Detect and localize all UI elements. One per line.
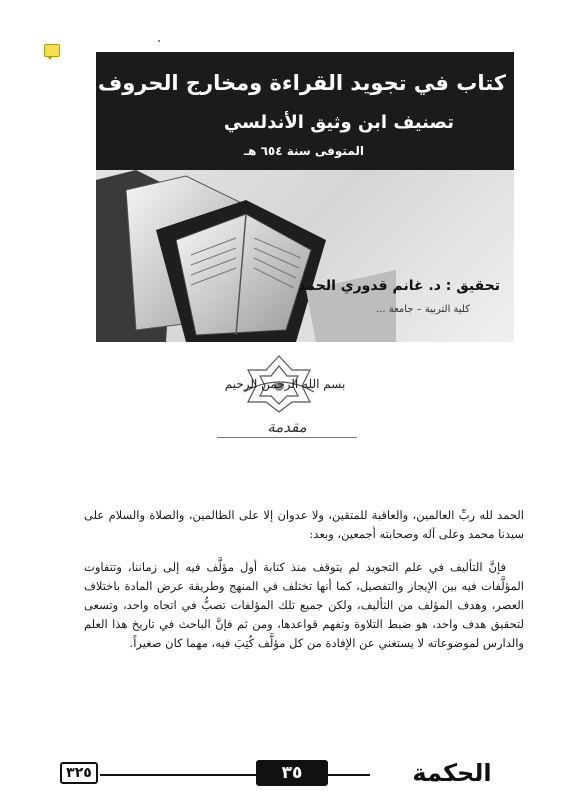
paragraph-opening: الحمد لله ربِّ العالمين، والعاقبة للمتقين، ولا عدوان إلا على الظالمين، والصلاة والسلام على سيدنا محمد وعلى آله وصحابته أجمعين، وبعد: [84,508,524,541]
book-cover-image [96,52,514,342]
paragraph-main: فإنَّ التأليف في علم التجويد لم يتوقف منذ كتابة أول مؤلَّف فيه إلى زماننا، وتتفاوت المؤلَّفات فيه بين الإيجاز والتفصيل، كما أنها تختلف في المنهج وطريقة عرض المادة باختلاف العصر، وهدف المؤلف من التأليف، ولكن جميع تلك المؤلفات تصبُّ في اتجاه واحد، وتسعى لتحقيق هدف واحد، هو ضبط التلاوة وتفهم قواعدها، ومن ثم فإنَّ الباحث في تاريخ هذا العلم والدارس لموضوعاته لا يستغني عن الإفادة من كل مؤلَّف كُتِبَ فيه، مهما كان صغيراً. [84,560,524,650]
scan-speck [158,40,160,42]
footer-rule-left [100,774,256,776]
cover-death-date: المتوفى سنة ٦٥٤ هـ [243,144,364,158]
footer-rule-right [328,774,370,776]
article-body [84,506,524,667]
cover-author: تصنيف ابن وثيق الأندلسي [223,112,454,133]
basmala-calligraphy: بسم الله الرحمن الرحيم [224,377,346,391]
issue-number: ٣٥ [256,760,328,786]
magazine-logo: الحكمة [412,759,492,787]
cover-editor: تحقيق : د. غانم قدوري الحمد [298,278,500,294]
cover-college: كلية التربية – جامعة ... [376,304,470,315]
page-footer [60,760,530,790]
comment-note-icon[interactable] [44,44,60,57]
page-number: ٣٢٥ [60,762,98,784]
open-books-illustration [96,170,396,342]
cover-title: كتاب في تجويد القراءة ومخارج الحروف [97,71,506,95]
introduction-heading: مقدمة [212,418,362,438]
